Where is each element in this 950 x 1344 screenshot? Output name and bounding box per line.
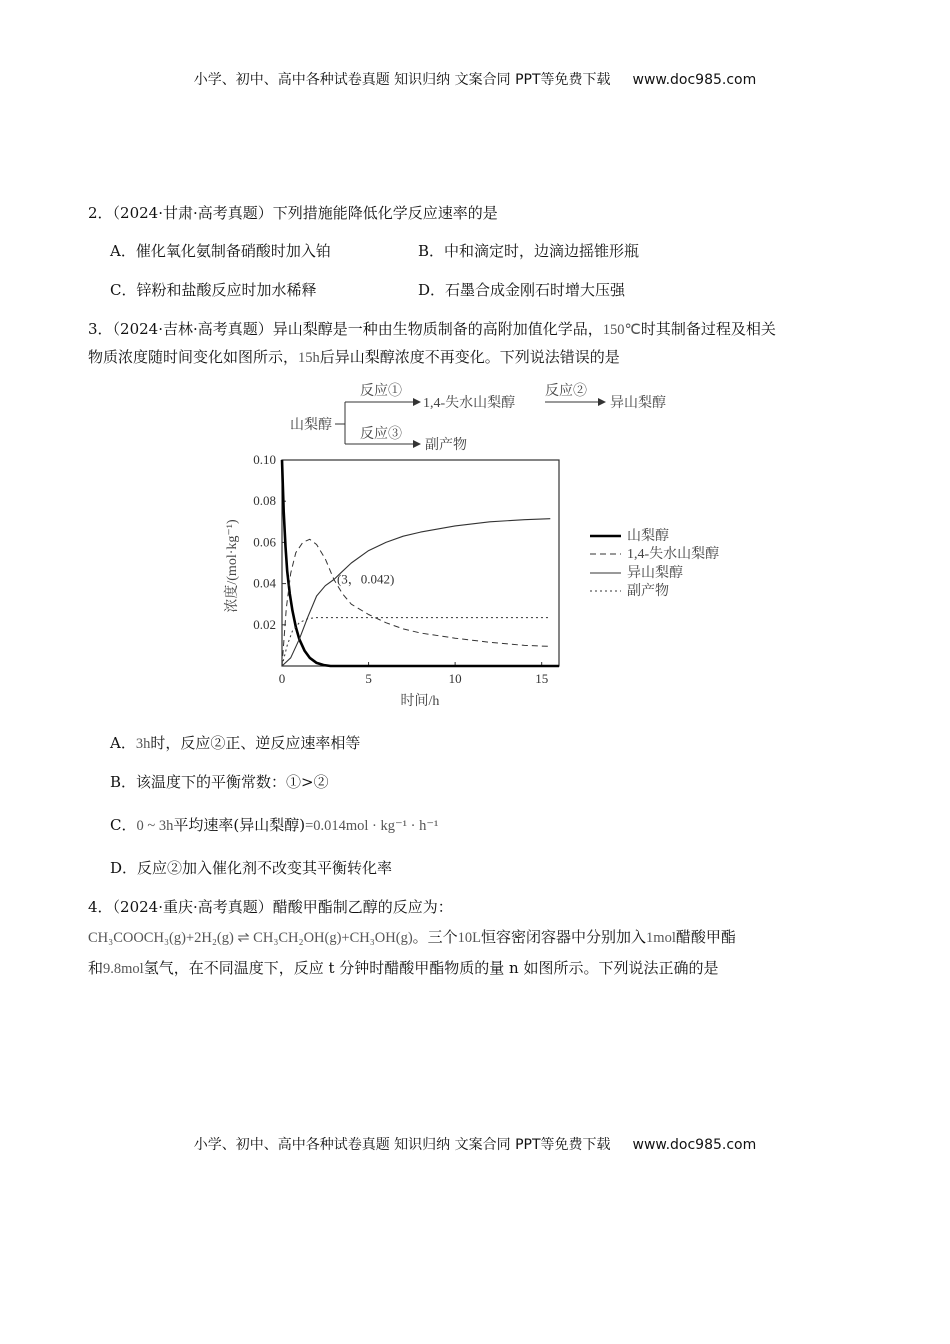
q4-line2-b: 恒容密闭容器中分别加入: [481, 928, 647, 946]
x-tick-label: 0: [278, 671, 286, 686]
y-tick-label: 0.02: [253, 616, 276, 632]
q3-number: 3．: [88, 320, 113, 338]
header-url[interactable]: www.doc985.com: [632, 72, 757, 88]
q4-mol2: 9.8mol: [103, 961, 144, 977]
legend-byproduct: 副产物: [627, 584, 669, 599]
axis-ticks: [253, 452, 548, 686]
y-tick-label: 0.08: [253, 493, 276, 509]
q3-temp: 150℃: [602, 322, 641, 338]
legend-sorbitol: 山梨醇: [627, 529, 669, 544]
scheme-mid: 1,4-失水山梨醇: [423, 396, 516, 411]
scheme-r3: 反应③: [360, 427, 402, 442]
q2-text: 下列措施能降低化学反应速率的是: [272, 204, 498, 222]
legend-isosorbide: 异山梨醇: [627, 566, 683, 581]
annotation-point: (3，0.042): [336, 571, 395, 587]
q3-option-a-text: 时，反应②正、逆反应速率相等: [150, 734, 361, 752]
q3-option-d: D．反应②加入催化剂不改变其平衡转化率: [110, 859, 393, 877]
data-curves: [282, 460, 559, 666]
y-tick-label: 0.06: [253, 534, 276, 550]
q2-source: （2024·甘肃·高考真题）: [112, 204, 273, 222]
q3-stem-line1: [88, 318, 776, 339]
page-header: [0, 69, 950, 89]
q2-number: 2．: [88, 204, 113, 222]
q4-line2-c: 醋酸甲酯: [675, 928, 736, 946]
series-line-0: [282, 460, 559, 666]
q3-option-c-math1: 0 ~ 3h: [136, 818, 174, 834]
q3-time: 15h: [298, 350, 320, 366]
q2-option-c: C．锌粉和盐酸反应时加水稀释: [110, 281, 317, 299]
q4-stem-line1: [88, 896, 453, 917]
q4-source: （2024·重庆·高考真题）: [112, 898, 273, 916]
q3-option-c-text: 平均速率(异山梨醇): [173, 816, 306, 834]
q4-equation: CH₃COOCH₃(g)+2H₂(g) ⇌ CH₃CH₂OH(g)+CH₃OH(g): [88, 930, 413, 946]
q4-stem-line2: [88, 926, 736, 947]
q3-stem-b: 时其制备过程及相关: [640, 320, 776, 338]
q4-line3-b: 氢气，在不同温度下，反应 t 分钟时醋酸甲酯物质的量 n 如图所示。下列说法正确的是: [143, 959, 719, 977]
reaction-scheme: [290, 383, 666, 453]
q3-stem-a: 异山梨醇是一种由生物质制备的高附加值化学品，: [272, 320, 603, 338]
q3-option-b: B．该温度下的平衡常数：①>②: [110, 773, 329, 791]
scheme-r1: 反应①: [360, 384, 402, 399]
q2-option-b: B．中和滴定时，边滴边摇锥形瓶: [418, 242, 640, 260]
q2-stem: [88, 202, 498, 223]
q3-option-c-label: C．: [110, 816, 137, 834]
q4-volume: 10L: [457, 930, 482, 946]
footer-text: 小学、初中、高中各种试卷真题 知识归纳 文案合同 PPT等免费下载: [193, 1137, 611, 1153]
x-axis-label: 时间/h: [400, 694, 440, 709]
q3-stem-d: 后异山梨醇浓度不再变化。下列说法错误的是: [319, 348, 620, 366]
q4-line3-a: 和: [88, 959, 104, 977]
y-tick-label: 0.10: [253, 452, 276, 467]
series-line-2: [282, 519, 550, 666]
q3-stem-c: 物质浓度随时间变化如图所示，: [88, 348, 299, 366]
x-tick-label: 5: [365, 671, 372, 686]
q3-option-a: [110, 732, 360, 753]
q3-option-c-math2: =0.014mol · kg⁻¹ · h⁻¹: [305, 818, 439, 834]
q2-option-d: D．石墨合成金刚石时增大压强: [418, 281, 626, 299]
footer-url[interactable]: www.doc985.com: [632, 1137, 757, 1153]
scheme-reactant: 山梨醇: [290, 418, 332, 433]
q4-mol1: 1mol: [646, 930, 676, 946]
q4-line2-a: 。三个: [412, 928, 458, 946]
y-tick-label: 0.04: [253, 575, 276, 591]
legend-anhydro: 1,4-失水山梨醇: [627, 547, 720, 562]
q3-source: （2024·吉林·高考真题）: [112, 320, 273, 338]
q3-option-a-math: 3h: [135, 736, 151, 752]
page-footer: [0, 1134, 950, 1154]
q2-option-a: A．催化氧化氨制备硝酸时加入铂: [110, 242, 331, 260]
y-axis-label: 浓度/(mol·kg⁻¹): [225, 519, 240, 613]
x-tick-label: 10: [448, 671, 462, 686]
header-text: 小学、初中、高中各种试卷真题 知识归纳 文案合同 PPT等免费下载: [193, 72, 611, 88]
x-tick-label: 15: [535, 671, 549, 686]
q3-option-a-label: A．: [110, 734, 136, 752]
q4-number: 4．: [88, 898, 113, 916]
q4-stem-line3: [88, 957, 718, 978]
q4-text: 醋酸甲酯制乙醇的反应为：: [272, 898, 453, 916]
scheme-byproduct: 副产物: [425, 438, 467, 453]
plot-frame: [282, 460, 559, 666]
scheme-product: 异山梨醇: [610, 396, 666, 411]
q3-figure: [215, 378, 745, 713]
scheme-r2: 反应②: [545, 384, 587, 399]
q3-option-c: [110, 814, 438, 835]
q3-stem-line2: [88, 346, 620, 367]
series-line-3: [282, 618, 550, 666]
series-line-1: [282, 539, 550, 666]
legend: [590, 528, 719, 599]
